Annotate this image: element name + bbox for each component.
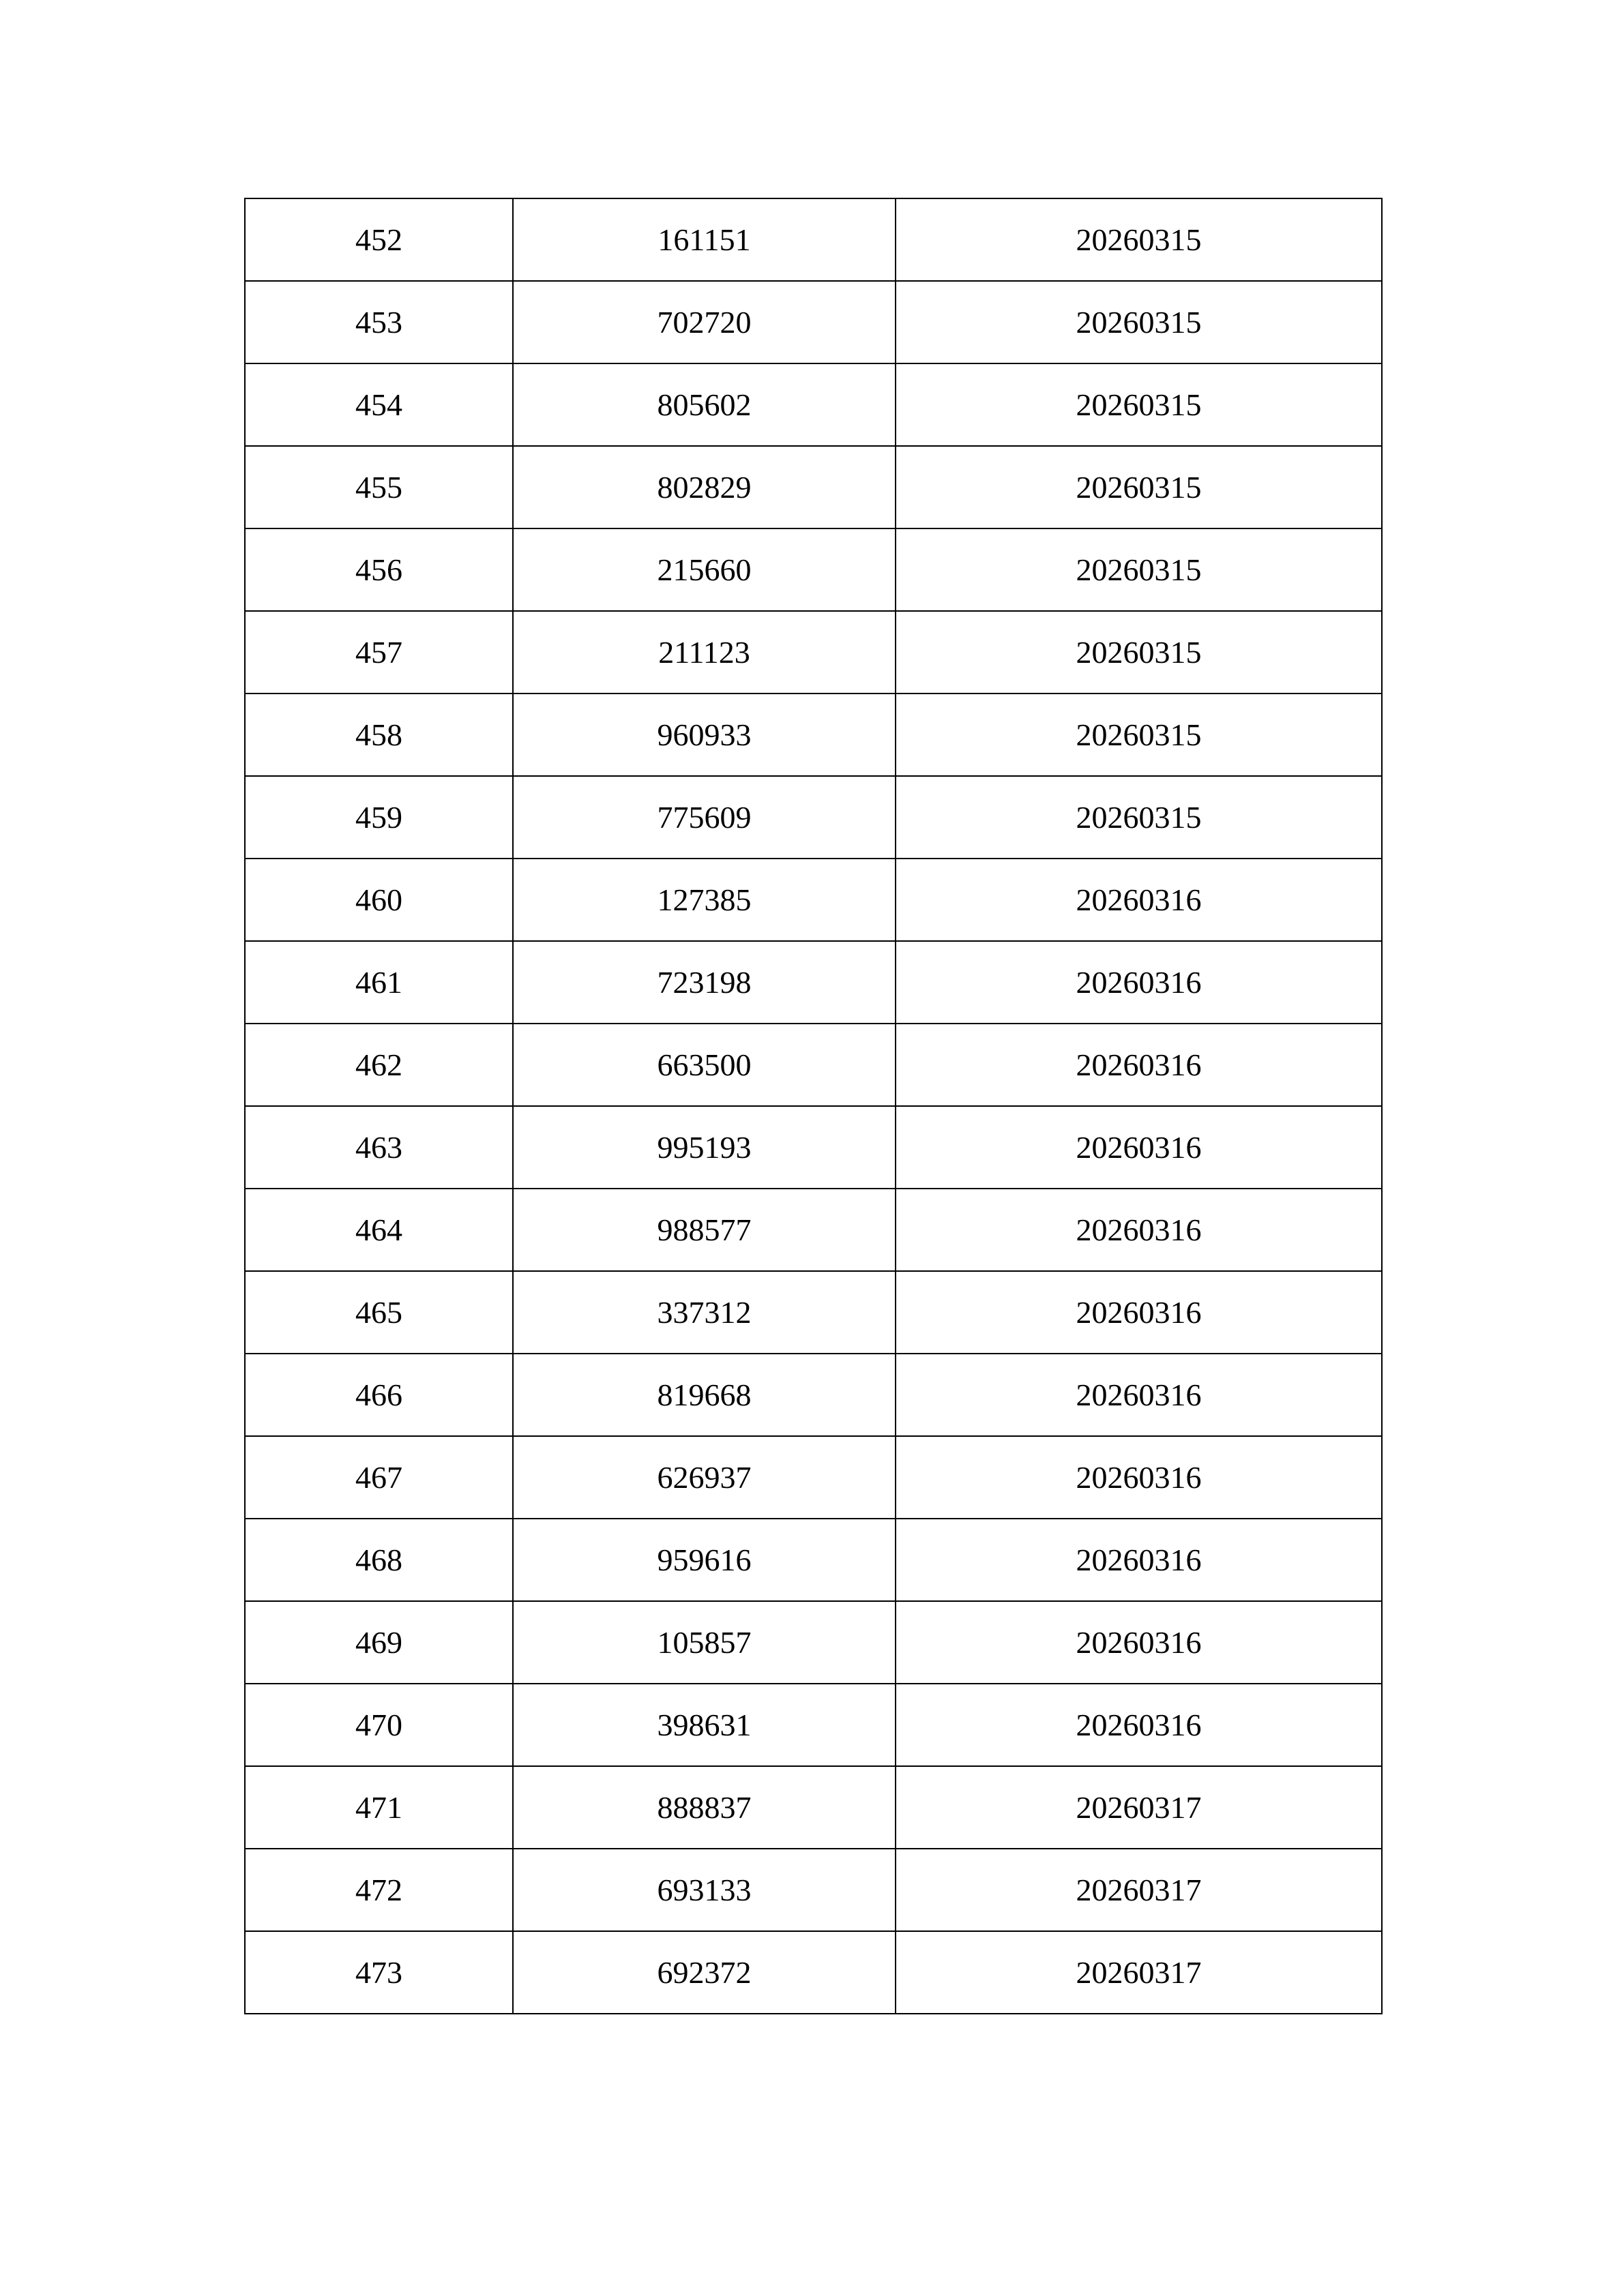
row-number-cell: 456	[245, 528, 513, 611]
code-cell: 805602	[513, 363, 896, 446]
table-row	[245, 198, 1382, 281]
date-cell: 20260315	[896, 611, 1382, 694]
code-cell: 959616	[513, 1519, 896, 1601]
table-row	[245, 281, 1382, 363]
row-number-cell: 468	[245, 1519, 513, 1601]
table-row	[245, 611, 1382, 694]
date-cell: 20260315	[896, 281, 1382, 363]
date-cell: 20260316	[896, 1684, 1382, 1766]
row-number-cell: 472	[245, 1849, 513, 1931]
code-cell: 663500	[513, 1024, 896, 1106]
date-cell: 20260316	[896, 1519, 1382, 1601]
code-cell: 337312	[513, 1271, 896, 1354]
table-row	[245, 1271, 1382, 1354]
table-row	[245, 694, 1382, 776]
table-row	[245, 1024, 1382, 1106]
table-row	[245, 1519, 1382, 1601]
row-number-cell: 452	[245, 198, 513, 281]
table-row	[245, 859, 1382, 941]
code-cell: 105857	[513, 1601, 896, 1684]
date-cell: 20260317	[896, 1931, 1382, 2014]
row-number-cell: 453	[245, 281, 513, 363]
row-number-cell: 455	[245, 446, 513, 528]
date-cell: 20260315	[896, 528, 1382, 611]
date-cell: 20260317	[896, 1766, 1382, 1849]
date-cell: 20260317	[896, 1849, 1382, 1931]
row-number-cell: 458	[245, 694, 513, 776]
date-cell: 20260316	[896, 1354, 1382, 1436]
table-row	[245, 1931, 1382, 2014]
table-row	[245, 1354, 1382, 1436]
row-number-cell: 457	[245, 611, 513, 694]
table-row	[245, 1601, 1382, 1684]
date-cell: 20260316	[896, 941, 1382, 1024]
code-cell: 819668	[513, 1354, 896, 1436]
row-number-cell: 466	[245, 1354, 513, 1436]
code-cell: 888837	[513, 1766, 896, 1849]
row-number-cell: 467	[245, 1436, 513, 1519]
code-cell: 127385	[513, 859, 896, 941]
code-cell: 626937	[513, 1436, 896, 1519]
code-cell: 702720	[513, 281, 896, 363]
code-cell: 215660	[513, 528, 896, 611]
row-number-cell: 454	[245, 363, 513, 446]
date-cell: 20260315	[896, 198, 1382, 281]
code-cell: 775609	[513, 776, 896, 859]
table-row	[245, 1189, 1382, 1271]
table-row	[245, 1684, 1382, 1766]
code-cell: 802829	[513, 446, 896, 528]
data-table	[244, 198, 1383, 2014]
table-row	[245, 528, 1382, 611]
date-cell: 20260316	[896, 1024, 1382, 1106]
date-cell: 20260316	[896, 859, 1382, 941]
table-row	[245, 1766, 1382, 1849]
code-cell: 161151	[513, 198, 896, 281]
row-number-cell: 471	[245, 1766, 513, 1849]
table-row	[245, 1436, 1382, 1519]
row-number-cell: 473	[245, 1931, 513, 2014]
date-cell: 20260315	[896, 776, 1382, 859]
code-cell: 211123	[513, 611, 896, 694]
row-number-cell: 459	[245, 776, 513, 859]
table-row	[245, 941, 1382, 1024]
row-number-cell: 465	[245, 1271, 513, 1354]
table-row	[245, 776, 1382, 859]
table-body	[245, 198, 1382, 2014]
code-cell: 723198	[513, 941, 896, 1024]
row-number-cell: 469	[245, 1601, 513, 1684]
date-cell: 20260316	[896, 1106, 1382, 1189]
date-cell: 20260315	[896, 694, 1382, 776]
code-cell: 988577	[513, 1189, 896, 1271]
row-number-cell: 463	[245, 1106, 513, 1189]
date-cell: 20260316	[896, 1271, 1382, 1354]
date-cell: 20260315	[896, 363, 1382, 446]
code-cell: 693133	[513, 1849, 896, 1931]
row-number-cell: 470	[245, 1684, 513, 1766]
code-cell: 692372	[513, 1931, 896, 2014]
code-cell: 398631	[513, 1684, 896, 1766]
table-row	[245, 363, 1382, 446]
row-number-cell: 462	[245, 1024, 513, 1106]
date-cell: 20260316	[896, 1436, 1382, 1519]
code-cell: 995193	[513, 1106, 896, 1189]
row-number-cell: 461	[245, 941, 513, 1024]
table-row	[245, 1106, 1382, 1189]
date-cell: 20260315	[896, 446, 1382, 528]
row-number-cell: 460	[245, 859, 513, 941]
date-cell: 20260316	[896, 1189, 1382, 1271]
row-number-cell: 464	[245, 1189, 513, 1271]
code-cell: 960933	[513, 694, 896, 776]
table-row	[245, 446, 1382, 528]
date-cell: 20260316	[896, 1601, 1382, 1684]
table-row	[245, 1849, 1382, 1931]
